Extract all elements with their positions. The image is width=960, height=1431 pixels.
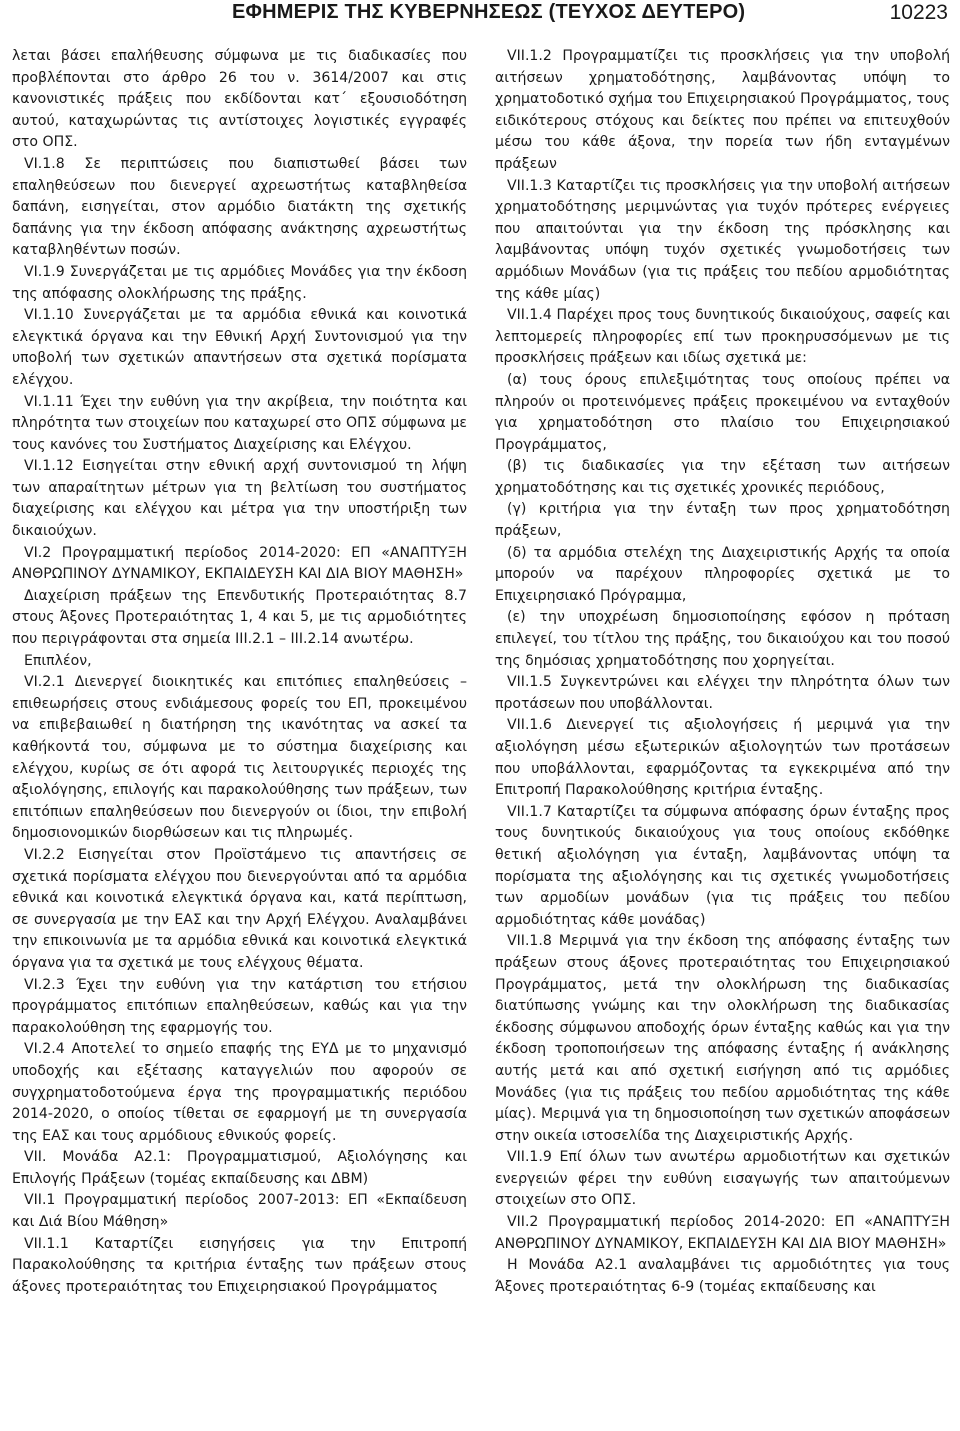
paragraph: VI.1.11 Έχει την ευθύνη για την ακρίβεια, την ποιότητα και πληρότητα των στοιχείων που καταχωρεί στο ΟΠΣ σύμφωνα με τους κανόνες του Συστήματος Διαχείρισης και Ελέγχου. [12, 393, 467, 453]
paragraph: VI.1.10 Συνεργάζεται με τα αρμόδια εθνικά και κοινοτικά ελεγκτικά όργανα και την Εθνική Αρχή Συντονισμού για την υποβολή των σχετικών απαντήσεων στα σχετικά πορίσματα ελέγχου. [12, 307, 467, 388]
gazette-title: ΕΦΗΜΕΡΙΣ ΤΗΣ ΚΥΒΕΡΝΗΣΕΩΣ (ΤΕΥΧΟΣ ΔΕΥΤΕΡΟ) [232, 1, 746, 23]
page-header [0, 0, 960, 30]
paragraph: VI.1.8 Σε περιπτώσεις που διαπιστωθεί βάσει των επαληθεύσεων που διενεργεί αχρεωστήτως καταβληθείσα δαπάνη, εισηγείται, στον αρμόδιο διατάκτη της σχετικής δαπάνης για την έκδοση απόφασης ανάκτησης αχρεωστήτως καταβληθέντων ποσών. [12, 155, 467, 259]
paragraph: VI.2.2 Εισηγείται στον Προϊστάμενο τις απαντήσεις σε σχετικά πορίσματα ελέγχου που διενεργούνται από τα αρμόδια εθνικά και κοινοτικά ελεγκτικά όργανα και, κατά περίπτωση, σε συνεργασία με την ΕΑΣ και την Αρχή Ελέγχου. Αναλαμβάνει την επικοινωνία με τα αρμόδια εθνικά και κοινοτικά ελεγκτικά όργανα για τα σχετικά με τους ελέγχους θέματα. [12, 846, 467, 971]
paragraph: VII.1.1 Καταρτίζει εισηγήσεις για την Επιτροπή Παρακολούθησης τα κριτήρια ένταξης των πράξεων στους άξονες προτεραιότητας του Επιχειρησιακού Προγράμματος [12, 1235, 467, 1295]
paragraph: VII.1.5 Συγκεντρώνει και ελέγχει την πληρότητα όλων των προτάσεων που υποβάλλονται. [495, 674, 950, 712]
paragraph: VII.1.7 Καταρτίζει τα σύμφωνα απόφασης όρων ένταξης προς τους δυνητικούς δικαιούχους για τους οποίους εκδόθηκε θετική αξιολόγηση για ένταξη, λαμβάνοντας υπόψη τα πορίσματα της αξιολόγησης και τις σχετικές γνωμοδοτήσεις των αρμοδίων μονάδων (για τις πράξεις του πεδίου αρμοδιότητας κάθε μονάδας) [495, 803, 950, 928]
list-item: (γ) κριτήρια για την ένταξη των προς χρηματοδότηση πράξεων, [495, 501, 950, 540]
list-item: (α) τους όρους επιλεξιμότητας τους οποίους πρέπει να πληρούν οι προτεινόμενες πράξεις προκειμένου να ενταχθούν για χρηματοδότηση στο πλαίσιο του Επιχειρησιακού Προγράμματος, [495, 371, 950, 453]
paragraph: VI.2.3 Έχει την ευθύνη για την κατάρτιση του ετήσιου προγράμματος επιτόπιων επαληθεύσεων, καθώς και για την παρακολούθηση της εφαρμογής του. [12, 976, 467, 1036]
paragraph: VI.2.4 Αποτελεί το σημείο επαφής της ΕΥΔ με το μηχανισμό υποδοχής και εξέτασης καταγγελιών που αφορούν σε συγχρηματοδοτούμενα έργα της προγραμματικής περιόδου 2014-2020, ο οποίος τίθεται σε εφαρμογή με τη συνεργασία της ΕΑΣ και τους αρμόδιους εθνικούς φορείς. [12, 1041, 467, 1144]
page-number: 10223 [889, 1, 948, 24]
paragraph: Επιπλέον, [24, 652, 92, 669]
section-heading: VI.2 Προγραμματική περίοδος 2014-2020: ΕΠ «ΑΝΑΠΤΥΞΗ ΑΝΘΡΩΠΙΝΟΥ ΔΥΝΑΜΙΚΟΥ, ΕΚΠΑΙΔΕΥΣΗ ΚΑΙ ΔΙΑ ΒΙΟΥ ΜΑΘΗΣΗ» [12, 544, 467, 583]
paragraph: Διαχείριση πράξεων της Επενδυτικής Προτεραιότητας 8.7 στους Άξονες Προτεραιότητας 1, 4 και 5, με τις αρμοδιότητες που περιγράφονται στα σημεία ΙΙΙ.2.1 – ΙΙΙ.2.14 ανωτέρω. [12, 587, 467, 648]
paragraph: VII.1.6 Διενεργεί τις αξιολογήσεις ή μεριμνά για την αξιολόγηση μέσω εξωτερικών αξιολογητών των προτάσεων που υποβάλλονται, εφαρμόζοντας τα εγκεκριμένα από την Επιτροπή Παρακολούθησης κριτήρια ένταξης. [495, 717, 950, 799]
paragraph: VII.1.4 Παρέχει προς τους δυνητικούς δικαιούχους, σαφείς και λεπτομερείς πληροφορίες επί των προκηρυσσόμενων με τις προσκλήσεις πράξεων και ιδίως σχετικά με: [495, 307, 950, 367]
left-column [12, 46, 467, 1298]
paragraph: VI.1.9 Συνεργάζεται με τις αρμόδιες Μονάδες για την έκδοση της απόφασης ολοκλήρωσης της πράξης. [12, 263, 467, 302]
paragraph: Η Μονάδα Α2.1 αναλαμβάνει τις αρμοδιότητες για τους Άξονες προτεραιότητας 6-9 (τομέας εκπαίδευσης και [495, 1257, 950, 1295]
paragraph: VII.1.3 Καταρτίζει τις προσκλήσεις για την υποβολή αιτήσεων χρηματοδότησης μεριμνώντας για τυχόν πρότερες ενέργειες που απαιτούνται για την έκδοση της πρόσκλησης και λαμβάνοντας υπόψη τυχόν σχετικές γνωμοδοτήσεις των αρμόδιων Μονάδων (για τις πράξεις του πεδίου αρμοδιότητας της κάθε μίας) [495, 177, 950, 302]
section-heading: VII. Μονάδα Α2.1: Προγραμματισμού, Αξιολόγησης και Επιλογής Πράξεων (τομέας εκπαίδευσης και ΔΒΜ) [12, 1149, 467, 1187]
paragraph: VII.1.9 Επί όλων των ανωτέρω αρμοδιοτήτων και σχετικών ενεργειών φέρει την ευθύνη εισαγωγής των απαιτούμενων στοιχείων στο ΟΠΣ. [495, 1149, 950, 1209]
section-heading: VII.2 Προγραμματική περίοδος 2014-2020: ΕΠ «ΑΝΑΠΤΥΞΗ ΑΝΘΡΩΠΙΝΟΥ ΔΥΝΑΜΙΚΟΥ, ΕΚΠΑΙΔΕΥΣΗ ΚΑΙ ΔΙΑ ΒΙΟΥ ΜΑΘΗΣΗ» [495, 1214, 950, 1252]
list-item: (δ) τα αρμόδια στελέχη της Διαχειριστικής Αρχής τα οποία μπορούν να παρέχουν πληροφορίες σχετικά με το Επιχειρησιακό Πρόγραμμα, [495, 544, 950, 604]
right-column [495, 46, 950, 1298]
section-heading: VII.1 Προγραμματική περίοδος 2007-2013: ΕΠ «Εκπαίδευση και Διά Βίου Μάθηση» [12, 1192, 467, 1231]
paragraph: VII.1.8 Μεριμνά για την έκδοση της απόφασης ένταξης των πράξεων στους άξονες προτεραιότητας του Επιχειρησιακού Προγράμματος, μετά την ολοκλήρωση της διαδικασίας διατύπωσης γνώμης και την ολοκλήρωση της διαδικασίας έκδοσης σύμφωνου αποδοχής όρων ένταξης καθώς και για την έκδοση τροποποιήσεων της απόφασης ένταξης ή ανάκλησης αυτής μετά και από σχετική εισήγηση από τις αρμόδιες Μονάδες (για τις πράξεις του πεδίου αρμοδιότητας της κάθε μίας). Μεριμνά για τη δημοσιοποίηση των σχετικών αποφάσεων στην οικεία ιστοσελίδα της Διαχειριστικής Αρχής. [495, 933, 950, 1144]
paragraph: VII.1.2 Προγραμματίζει τις προσκλήσεις για την υποβολή αιτήσεων χρηματοδότησης, λαμβάνοντας υπόψη το χρηματοδοτικό σχήμα του Επιχειρησιακού Προγράμματος, τους ειδικότερους στόχους και δείκτες που πρέπει να επιτευχθούν μέσω του κάθε άξονα, την πορεία των ήδη ενταγμένων πράξεων [495, 48, 950, 172]
paragraph: λεται βάσει επαλήθευσης σύμφωνα με τις διαδικασίες που προβλέπονται στο άρθρο 26 του ν. 3614/2007 και στις κανονιστικές πράξεις που εκδίδονται κατ΄ εξουσιοδότηση αυτού, καταχωρώντας τις αντίστοιχες λογιστικές εγγραφές στο ΟΠΣ. [12, 48, 467, 151]
paragraph: VI.1.12 Εισηγείται στην εθνική αρχή συντονισμού τη λήψη των απαραίτητων μέτρων για τη βελτίωση του συστήματος διαχείρισης και ελέγχου και μέτρα για την υποστήριξη των δικαιούχων. [12, 458, 467, 540]
list-item: (ε) την υποχρέωση δημοσιοποίησης εφόσον η πρόταση επιλεγεί, του τίτλου της πράξης, του δικαιούχου και του ποσού της δημόσιας χρηματοδότησης που χορηγείται. [495, 609, 950, 669]
list-item: (β) τις διαδικασίες για την εξέταση των αιτήσεων χρηματοδότησης και τις σχετικές χρονικές περιόδους, [495, 458, 950, 496]
paragraph: VI.2.1 Διενεργεί διοικητικές και επιτόπιες επαληθεύσεις – επιθεωρήσεις στους ενδιάμεσους φορείς του ΕΠ, προκειμένου να επιβεβαιωθεί η διατήρηση της ικανότητας να ασκεί τα καθήκοντά του, σύμφωνα με το σύστημα διαχείρισης και ελέγχου, κυρίως σε ότι αφορά τις λειτουργικές περιοχές της αξιολόγησης, επιλογής και παρακολούθησης των πράξεων, των επιτόπιων επαληθεύσεων που διενεργούν οι ίδιοι, την επιβολή δημοσιονομικών διορθώσεων και τις πληρωμές. [12, 674, 467, 842]
